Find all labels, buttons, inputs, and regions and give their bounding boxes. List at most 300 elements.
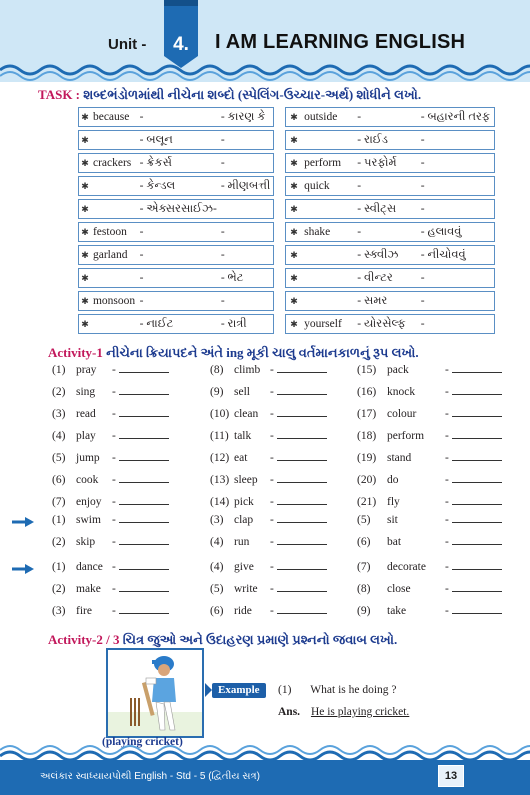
- bullet-icon: ✱: [285, 107, 302, 127]
- word-word: monsoon: [91, 291, 138, 311]
- verb-word: cook: [76, 474, 99, 486]
- answer-blank[interactable]: [452, 364, 502, 373]
- dash-separator: -: [445, 605, 449, 617]
- verb-word: sleep: [234, 474, 258, 486]
- activity1-label: Activity-1: [48, 345, 103, 360]
- verb-item: [52, 583, 169, 595]
- question-text: What is he doing ?: [310, 684, 397, 696]
- item-number: (1): [52, 364, 66, 376]
- word-pron: - સ્વીટ્સ: [355, 199, 418, 219]
- exercise-row: [0, 386, 530, 406]
- answer-blank[interactable]: [277, 364, 327, 373]
- exercise-row: [0, 364, 530, 384]
- item-number: (19): [357, 452, 377, 464]
- answer-blank[interactable]: [452, 561, 502, 570]
- answer-blank[interactable]: [452, 408, 502, 417]
- word-word: [91, 268, 138, 288]
- dash-separator: -: [445, 408, 449, 420]
- verb-item: [52, 386, 169, 398]
- word-pron: -: [355, 176, 418, 196]
- answer-blank[interactable]: [277, 536, 327, 545]
- item-number: (9): [210, 386, 224, 398]
- dash-separator: -: [445, 430, 449, 442]
- verb-word: dance: [76, 561, 103, 573]
- word-row: [285, 268, 495, 288]
- item-number: (18): [357, 430, 377, 442]
- answer-blank[interactable]: [452, 474, 502, 483]
- verb-item: [210, 496, 327, 508]
- word-row: [78, 130, 274, 150]
- verb-word: fly: [387, 496, 400, 508]
- bullet-icon: ✱: [78, 107, 91, 127]
- exercise-row: [0, 496, 530, 516]
- word-pron: - એક્સરસાઈઝ-: [138, 199, 219, 219]
- item-number: (10): [210, 408, 230, 420]
- word-word: because: [91, 107, 138, 127]
- word-meaning: -: [219, 153, 274, 173]
- verb-item: [210, 605, 327, 617]
- word-word: outside: [302, 107, 355, 127]
- word-word: [91, 130, 138, 150]
- verb-word: close: [387, 583, 411, 595]
- word-row: [285, 314, 495, 334]
- item-number: (8): [210, 364, 224, 376]
- activity1-heading: [48, 345, 419, 361]
- verb-item: [210, 408, 327, 420]
- answer-blank[interactable]: [277, 583, 327, 592]
- exercise-row: [0, 605, 530, 625]
- answer-blank[interactable]: [452, 514, 502, 523]
- answer-blank[interactable]: [277, 474, 327, 483]
- task-instruction: શબ્દભંડોળમાંથી નીચેના શબ્દો (સ્પેલિંગ-ઉચ્ચાર-અર્થ) શોધીને લખો.: [83, 87, 422, 102]
- verb-word: climb: [234, 364, 261, 376]
- word-pron: -: [138, 107, 219, 127]
- task-label: TASK :: [38, 87, 81, 102]
- word-word: garland: [91, 245, 138, 265]
- word-pron: -: [138, 245, 219, 265]
- dash-separator: -: [112, 561, 116, 573]
- word-pron: -: [138, 222, 219, 242]
- dash-separator: -: [112, 364, 116, 376]
- verb-word: perform: [387, 430, 425, 442]
- word-meaning: - બહારની તરફ: [419, 107, 495, 127]
- verb-word: colour: [387, 408, 417, 420]
- dash-separator: -: [270, 386, 274, 398]
- verb-item: [357, 408, 502, 420]
- item-number: (14): [210, 496, 230, 508]
- verb-word: skip: [76, 536, 96, 548]
- word-meaning: -: [419, 153, 495, 173]
- verb-item: [52, 408, 169, 420]
- answer-blank[interactable]: [119, 364, 169, 373]
- word-word: [302, 130, 355, 150]
- word-pron: -: [355, 107, 418, 127]
- item-number: (5): [52, 452, 66, 464]
- word-row: [78, 107, 274, 127]
- example-question: [278, 684, 397, 696]
- word-table-right: [285, 104, 495, 337]
- word-meaning: - કારણ કે: [219, 107, 274, 127]
- word-pron: - પરફોર્મ: [355, 153, 418, 173]
- item-number: (1): [52, 514, 66, 526]
- word-meaning: -: [219, 130, 274, 150]
- answer-text: He is playing cricket.: [310, 706, 410, 718]
- bullet-icon: ✱: [78, 222, 91, 242]
- item-number: (6): [210, 605, 224, 617]
- item-number: (3): [52, 408, 66, 420]
- cricket-player-illustration: [108, 650, 202, 736]
- answer-blank[interactable]: [119, 536, 169, 545]
- answer-blank[interactable]: [119, 561, 169, 570]
- dash-separator: -: [112, 408, 116, 420]
- word-meaning: -: [219, 245, 274, 265]
- item-number: (13): [210, 474, 230, 486]
- verb-item: [357, 474, 502, 486]
- word-meaning: - હલાવવું: [419, 222, 495, 242]
- word-meaning: - મીણબત્તી: [219, 176, 274, 196]
- word-pron: - વીન્ટર: [355, 268, 418, 288]
- dash-separator: -: [445, 496, 449, 508]
- item-number: (3): [52, 605, 66, 617]
- verb-word: clap: [234, 514, 254, 526]
- bullet-icon: ✱: [285, 291, 302, 311]
- bullet-icon: ✱: [78, 314, 91, 334]
- word-row: [78, 153, 274, 173]
- item-number: (11): [210, 430, 229, 442]
- verb-word: bat: [387, 536, 402, 548]
- verb-word: clean: [234, 408, 259, 420]
- answer-blank[interactable]: [119, 583, 169, 592]
- dash-separator: -: [445, 583, 449, 595]
- verb-item: [357, 430, 502, 442]
- answer-blank[interactable]: [277, 496, 327, 505]
- example-answer: [278, 706, 427, 718]
- verb-item: [357, 386, 502, 398]
- word-row: [285, 130, 495, 150]
- bullet-icon: ✱: [285, 222, 302, 242]
- word-row: [285, 199, 495, 219]
- word-row: [78, 245, 274, 265]
- word-word: festoon: [91, 222, 138, 242]
- dash-separator: -: [270, 514, 274, 526]
- word-meaning: -: [419, 130, 495, 150]
- dash-separator: -: [270, 583, 274, 595]
- verb-word: make: [76, 583, 101, 595]
- item-number: (21): [357, 496, 377, 508]
- word-meaning: - ભેટ: [219, 268, 274, 288]
- dash-separator: -: [445, 386, 449, 398]
- word-word: [302, 199, 355, 219]
- dash-separator: -: [112, 474, 116, 486]
- bullet-icon: ✱: [285, 153, 302, 173]
- answer-blank[interactable]: [277, 452, 327, 461]
- verb-word: stand: [387, 452, 412, 464]
- dash-separator: -: [445, 561, 449, 573]
- answer-blank[interactable]: [119, 474, 169, 483]
- example-badge: Example: [212, 683, 266, 698]
- item-number: (4): [210, 561, 224, 573]
- answer-blank[interactable]: [452, 452, 502, 461]
- verb-item: [210, 452, 327, 464]
- word-pron: -: [355, 222, 418, 242]
- exercise-row: [0, 536, 530, 556]
- dash-separator: -: [445, 364, 449, 376]
- exercise-row: [0, 408, 530, 428]
- dash-separator: -: [270, 605, 274, 617]
- verb-word: swim: [76, 514, 101, 526]
- verb-word: enjoy: [76, 496, 102, 508]
- answer-blank[interactable]: [277, 408, 327, 417]
- word-row: [285, 291, 495, 311]
- verb-item: [210, 583, 327, 595]
- verb-item: [357, 496, 502, 508]
- word-word: perform: [302, 153, 355, 173]
- bullet-icon: ✱: [285, 176, 302, 196]
- image-caption: (playing cricket): [102, 736, 183, 748]
- bullet-icon: ✱: [78, 176, 91, 196]
- dash-separator: -: [112, 583, 116, 595]
- activity2-heading: [48, 632, 397, 648]
- bullet-icon: ✱: [285, 199, 302, 219]
- dash-separator: -: [112, 430, 116, 442]
- dash-separator: -: [270, 408, 274, 420]
- dash-separator: -: [112, 452, 116, 464]
- verb-item: [210, 430, 327, 442]
- exercise-row: [0, 452, 530, 472]
- verb-word: pick: [234, 496, 254, 508]
- answer-blank[interactable]: [277, 561, 327, 570]
- bullet-icon: ✱: [285, 130, 302, 150]
- word-table-left: [78, 104, 274, 337]
- answer-blank[interactable]: [277, 605, 327, 614]
- word-pron: -: [138, 268, 219, 288]
- exercise-row: [0, 583, 530, 603]
- unit-label: Unit -: [108, 36, 147, 53]
- dash-separator: -: [445, 536, 449, 548]
- dash-separator: -: [112, 514, 116, 526]
- word-meaning: -: [419, 268, 495, 288]
- verb-item: [210, 474, 327, 486]
- item-number: (20): [357, 474, 377, 486]
- bullet-icon: ✱: [78, 291, 91, 311]
- verb-word: run: [234, 536, 250, 548]
- word-word: [302, 245, 355, 265]
- verb-word: read: [76, 408, 96, 420]
- verb-item: [52, 514, 169, 526]
- verb-item: [357, 583, 502, 595]
- dash-separator: -: [445, 474, 449, 486]
- word-word: yourself: [302, 314, 355, 334]
- verb-item: [52, 430, 169, 442]
- item-number: (7): [52, 496, 66, 508]
- word-row: [285, 222, 495, 242]
- dash-separator: -: [445, 514, 449, 526]
- verb-word: give: [234, 561, 254, 573]
- word-pron: - રાઈડ: [355, 130, 418, 150]
- verb-item: [210, 386, 327, 398]
- word-row: [78, 291, 274, 311]
- word-meaning: -: [419, 199, 495, 219]
- dash-separator: -: [112, 536, 116, 548]
- exercise-row: [0, 430, 530, 450]
- answer-blank[interactable]: [452, 536, 502, 545]
- word-pron: - યોરસેલ્ફ: [355, 314, 418, 334]
- item-number: (4): [52, 430, 66, 442]
- word-pron: - બલૂન: [138, 130, 219, 150]
- item-number: (1): [52, 561, 66, 573]
- unit-number: 4.: [173, 34, 189, 55]
- bullet-icon: ✱: [285, 314, 302, 334]
- item-number: (3): [210, 514, 224, 526]
- word-meaning: -: [419, 291, 495, 311]
- answer-blank[interactable]: [119, 514, 169, 523]
- item-number: (12): [210, 452, 230, 464]
- word-pron: - સ્ક્વીઝ: [355, 245, 418, 265]
- word-row: [285, 176, 495, 196]
- item-number: (2): [52, 583, 66, 595]
- verb-item: [210, 536, 327, 548]
- answer-blank[interactable]: [119, 605, 169, 614]
- verb-item: [210, 514, 327, 526]
- word-meaning: -: [219, 222, 274, 242]
- verb-word: fire: [76, 605, 92, 617]
- bullet-icon: ✱: [78, 268, 91, 288]
- verb-item: [52, 536, 169, 548]
- page-title: I AM LEARNING ENGLISH: [215, 31, 466, 53]
- verb-word: talk: [234, 430, 252, 442]
- word-pron: - ક્રેકર્સ: [138, 153, 219, 173]
- verb-item: [357, 536, 502, 548]
- task-heading: [38, 87, 421, 103]
- item-number: (8): [357, 583, 371, 595]
- wave-border-icon: [0, 56, 530, 86]
- verb-item: [357, 514, 502, 526]
- cricket-player-image: [106, 648, 204, 738]
- dash-separator: -: [270, 430, 274, 442]
- word-row: [285, 245, 495, 265]
- dash-separator: -: [270, 364, 274, 376]
- word-meaning: [219, 199, 274, 219]
- exercise-row: [0, 514, 530, 534]
- answer-blank[interactable]: [452, 605, 502, 614]
- bullet-icon: ✱: [78, 153, 91, 173]
- word-word: [91, 314, 138, 334]
- verb-item: [357, 364, 502, 376]
- answer-blank[interactable]: [119, 452, 169, 461]
- answer-blank[interactable]: [452, 583, 502, 592]
- verb-word: pack: [387, 364, 409, 376]
- dash-separator: -: [270, 561, 274, 573]
- word-meaning: - રાત્રી: [219, 314, 274, 334]
- verb-word: decorate: [387, 561, 426, 573]
- item-number: (6): [52, 474, 66, 486]
- item-number: (15): [357, 364, 377, 376]
- word-row: [285, 153, 495, 173]
- verb-word: pray: [76, 364, 97, 376]
- answer-blank[interactable]: [119, 386, 169, 395]
- exercise-row: [0, 474, 530, 494]
- word-meaning: -: [419, 176, 495, 196]
- word-pron: - નાઈટ: [138, 314, 219, 334]
- bullet-icon: ✱: [285, 245, 302, 265]
- activity1-instruction: નીચેના ક્રિયાપદને અંતે ing મૂકી ચાલુ વર્તમાનકાળનું રૂપ લખો.: [106, 345, 419, 360]
- word-row: [78, 268, 274, 288]
- dash-separator: -: [270, 536, 274, 548]
- item-number: (2): [52, 386, 66, 398]
- verb-item: [52, 605, 169, 617]
- answer-blank[interactable]: [452, 386, 502, 395]
- item-number: (9): [357, 605, 371, 617]
- verb-item: [357, 605, 502, 617]
- verb-word: write: [234, 583, 258, 595]
- verb-word: sell: [234, 386, 250, 398]
- answer-blank[interactable]: [277, 514, 327, 523]
- word-row: [78, 314, 274, 334]
- activity2-instruction: ચિત્ર જુઓ અને ઉદાહરણ પ્રમાણે પ્રશ્નનો જવાબ લખો.: [122, 632, 398, 647]
- answer-blank[interactable]: [277, 430, 327, 439]
- word-word: quick: [302, 176, 355, 196]
- answer-blank[interactable]: [119, 408, 169, 417]
- verb-item: [210, 364, 327, 376]
- word-word: [91, 199, 138, 219]
- word-row: [285, 107, 495, 127]
- word-meaning: - નીચોવવું: [419, 245, 495, 265]
- dash-separator: -: [112, 496, 116, 508]
- word-word: crackers: [91, 153, 138, 173]
- word-pron: - સમર: [355, 291, 418, 311]
- dash-separator: -: [445, 452, 449, 464]
- activity2-label: Activity-2 / 3: [48, 632, 120, 647]
- verb-item: [357, 561, 502, 573]
- word-meaning: -: [219, 291, 274, 311]
- bullet-icon: ✱: [78, 199, 91, 219]
- word-word: [302, 268, 355, 288]
- arrow-right-icon: [12, 517, 34, 527]
- verb-word: ride: [234, 605, 252, 617]
- example-badge-tip: [205, 683, 212, 697]
- word-row: [78, 199, 274, 219]
- item-number: (4): [210, 536, 224, 548]
- answer-blank[interactable]: [119, 430, 169, 439]
- item-number: (5): [210, 583, 224, 595]
- bullet-icon: ✱: [285, 268, 302, 288]
- verb-item: [357, 452, 502, 464]
- dash-separator: -: [270, 474, 274, 486]
- verb-word: play: [76, 430, 96, 442]
- page-number: 13: [438, 765, 464, 787]
- verb-item: [52, 452, 169, 464]
- answer-blank[interactable]: [119, 496, 169, 505]
- answer-label: Ans.: [278, 706, 301, 718]
- verb-word: take: [387, 605, 407, 617]
- bullet-icon: ✱: [78, 245, 91, 265]
- verb-item: [52, 474, 169, 486]
- answer-blank[interactable]: [277, 386, 327, 395]
- item-number: (17): [357, 408, 377, 420]
- item-number: (16): [357, 386, 377, 398]
- item-number: (6): [357, 536, 371, 548]
- word-word: [302, 291, 355, 311]
- word-word: shake: [302, 222, 355, 242]
- arrow-right-icon: [12, 564, 34, 574]
- dash-separator: -: [112, 386, 116, 398]
- answer-blank[interactable]: [452, 430, 502, 439]
- dash-separator: -: [270, 452, 274, 464]
- verb-item: [52, 561, 169, 573]
- verb-word: knock: [387, 386, 416, 398]
- answer-blank[interactable]: [452, 496, 502, 505]
- verb-word: jump: [76, 452, 100, 464]
